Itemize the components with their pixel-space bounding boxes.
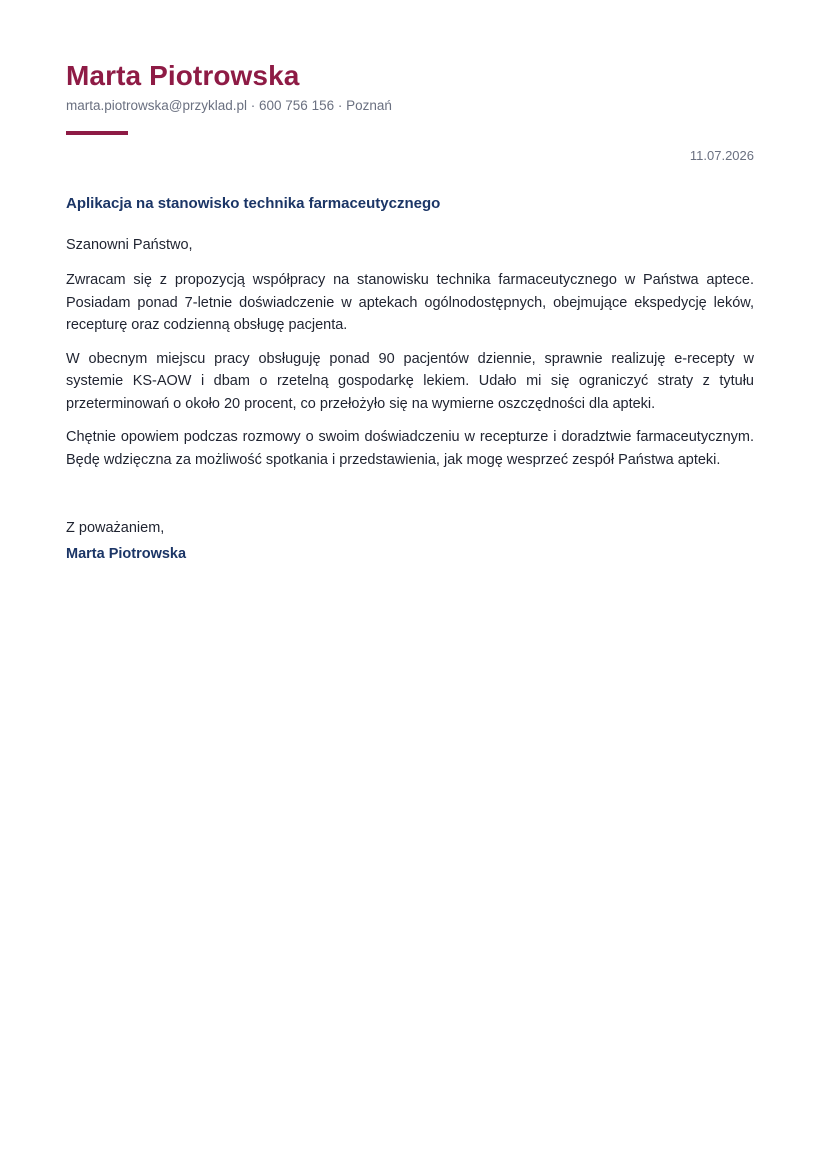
letter-greeting: Szanowni Państwo, bbox=[66, 237, 193, 253]
accent-divider bbox=[66, 131, 128, 135]
letter-signature: Marta Piotrowska bbox=[66, 546, 187, 562]
body-paragraph-1: Zwracam się z propozycją współpracy na stanowisku technika farmaceutycznego w Państwa aptece. Posiadam ponad 7-letnie doświadczenie w aptekach ogólnodostępnych, obejmujące ekspedycję leków, recepturę oraz codzienną obsługę pacjenta. bbox=[66, 272, 754, 333]
sender-name: Marta Piotrowska bbox=[66, 60, 300, 91]
letter-date: 11.07.2026 bbox=[689, 148, 754, 163]
letter-closing: Z poważaniem, bbox=[66, 520, 165, 536]
letter-subject: Aplikacja na stanowisko technika farmaceutycznego bbox=[66, 195, 441, 212]
letter-body bbox=[66, 269, 754, 482]
body-paragraph-2: W obecnym miejscu pracy obsługuję ponad 90 pacjentów dziennie, sprawnie realizuję e-recepty w systemie KS-AOW i dbam o rzetelną gospodarkę lekiem. Udało mi się ograniczyć straty z tytułu przeterminowań o około 20 procent, co przełożyło się na wymierne oszczędności dla apteki. bbox=[66, 350, 754, 412]
sender-contact: marta.piotrowska@przyklad.pl · 600 756 156 · Poznań bbox=[66, 98, 392, 113]
body-paragraph-3: Chętnie opowiem podczas rozmowy o swoim doświadczeniu w recepturze i doradztwie farmaceutycznym. Będę wdzięczna za możliwość spotkania i przedstawienia, jak mogę wesprzeć zespół Państwa apteki. bbox=[66, 429, 754, 468]
